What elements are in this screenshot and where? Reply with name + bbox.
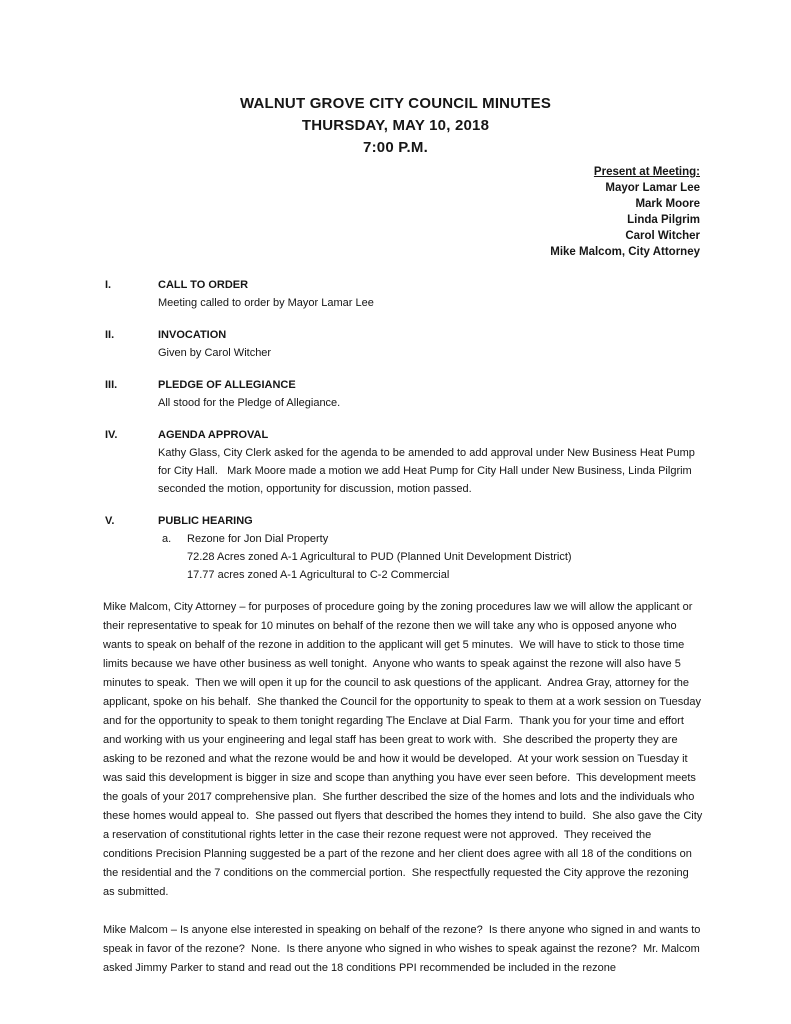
narrative-paragraph: Mike Malcom – Is anyone else interested in speaking on behalf of the rezone? Is there anyone who signed in and wants to speak in favor of the rezone? None. Is there anyone who signed in who wishes to speak against the rezone? Mr. Malcom asked Jimmy Parker to stand and read out the 18 conditions PPI recommended be included in the rezone (103, 924, 704, 974)
section-title: PLEDGE OF ALLEGIANCE (158, 379, 296, 391)
attendee-name: Linda Pilgrim (627, 214, 700, 226)
section-numeral: III. (105, 379, 118, 391)
present-at-meeting-label: Present at Meeting: (593, 166, 700, 178)
section-pledge-of-allegiance (105, 376, 703, 412)
agenda-item-text: Rezone for Jon Dial Property (187, 533, 329, 545)
agenda-item (158, 530, 703, 548)
section-title: INVOCATION (158, 329, 227, 341)
narrative-paragraph: Mike Malcom, City Attorney – for purposes of procedure going by the zoning procedures law we will allow the applicant or their representative to speak for 10 minutes on behalf of the rezone then we will take any who is opposed anyone who wants to speak on behalf of the rezone in addition to the applicant will get 5 minutes. We will have to stick to those time limits because we have other business as well tonight. Anyone who wants to speak against the rezone will also have 5 minutes to speak. Then we will open it up for the council to ask questions of the applicant. Andrea Gray, attorney for the applicant, spoke on his behalf. She thanked the Council for the opportunity to speak to them at a work session on Tuesday and for the opportunity to speak to them tonight regarding The Enclave at Dial Farm. Thank you for your time and effort and working with us your engineering and legal staff has been great to work with. She described the property they are asking to be rezoned and what the rezone would be and how it would be developed. At your work session on Tuesday it was said this development is bigger in size and scope than anything you have ever seen before. This development meets the goals of your 2017 comprehensive plan. She further described the size of the homes and lots and the individuals who these homes would appeal to. She passed out flyers that described the homes they intend to build. She also gave the City a reservation of constitutional rights letter in the case their rezone request were not approved. They received the conditions Precision Planning suggested be a part of the rezone and her client does agree with all 18 of the conditions on the residential and the 7 conditions on the commercial portion. She respectfully requested the City approve the rezoning as submitted. (103, 601, 706, 898)
section-public-hearing (105, 512, 703, 584)
agenda-item-letter: a. (162, 533, 172, 545)
section-body: All stood for the Pledge of Allegiance. (158, 397, 341, 409)
agenda-item-detail: 72.28 Acres zoned A-1 Agricultural to PUD (Planned Unit Development District) (187, 551, 572, 563)
section-title: AGENDA APPROVAL (158, 429, 269, 441)
section-agenda-approval (105, 426, 703, 498)
attendee-name: Carol Witcher (625, 230, 700, 242)
agenda-sections (105, 276, 703, 584)
document-date: THURSDAY, MAY 10, 2018 (301, 117, 490, 134)
document-title: WALNUT GROVE CITY COUNCIL MINUTES (239, 95, 552, 112)
section-numeral: II. (105, 329, 115, 341)
section-numeral: V. (105, 515, 115, 527)
section-body: Given by Carol Witcher (158, 347, 272, 359)
section-body: Kathy Glass, City Clerk asked for the agenda to be amended to add approval under New Business Heat Pump for City Hall. Mark Moore made a motion we add Heat Pump for City Hall under New Business, Linda Pilgrim seconded the motion, opportunity for discussion, motion passed. (158, 447, 698, 495)
agenda-item-detail: 17.77 acres zoned A-1 Agricultural to C-2 Commercial (187, 569, 450, 581)
section-body: Meeting called to order by Mayor Lamar Lee (158, 297, 374, 309)
section-title: PUBLIC HEARING (158, 515, 253, 527)
agenda-item-details (158, 548, 703, 584)
section-invocation (105, 326, 703, 362)
present-at-meeting-block (0, 164, 791, 260)
section-numeral: I. (105, 279, 112, 291)
section-call-to-order (105, 276, 703, 312)
minutes-narrative (103, 598, 706, 978)
document-title-block (0, 93, 791, 159)
section-numeral: IV. (105, 429, 118, 441)
attendee-name: Mayor Lamar Lee (605, 182, 700, 194)
attendee-name: Mike Malcom, City Attorney (550, 246, 700, 258)
section-title: CALL TO ORDER (158, 279, 249, 291)
document-time: 7:00 P.M. (363, 139, 428, 156)
attendee-name: Mark Moore (635, 198, 700, 210)
